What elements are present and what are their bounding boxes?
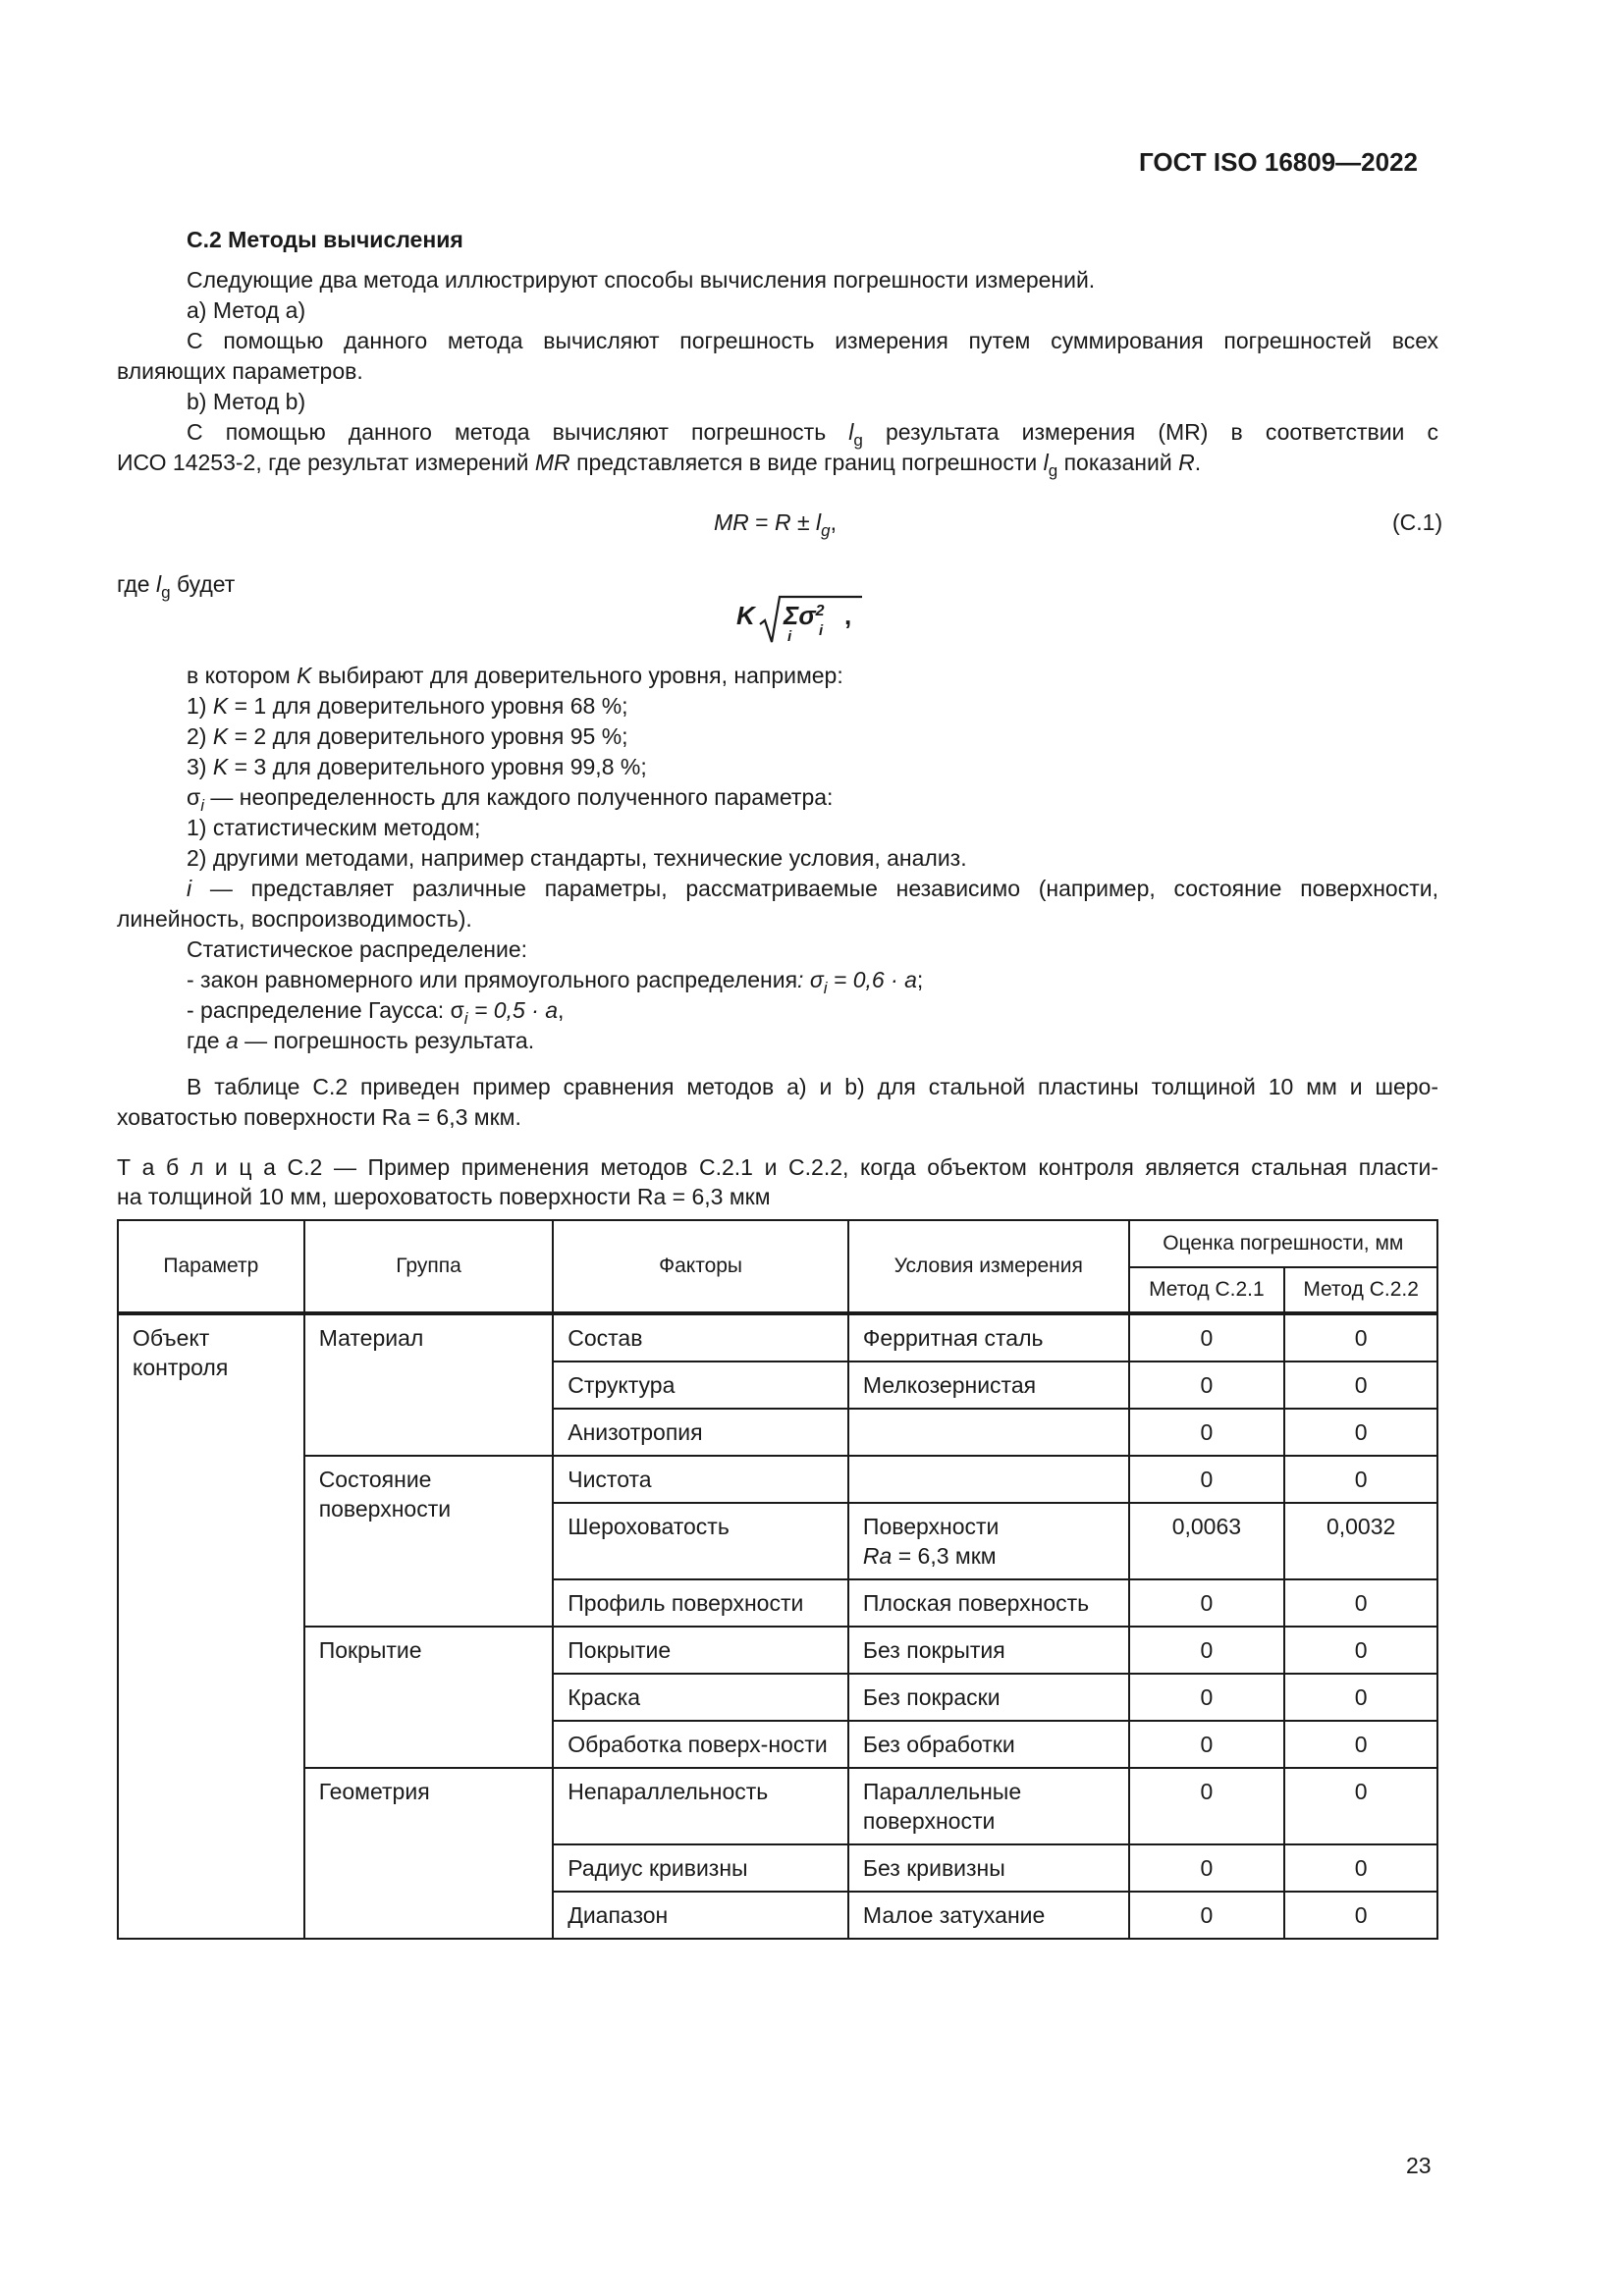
factor-cell: Чистота xyxy=(553,1456,848,1503)
method-b-text-line1 xyxy=(187,417,1438,450)
method2-cell: 0 xyxy=(1284,1627,1437,1674)
method-a-text-line2: влияющих параметров. xyxy=(117,358,363,384)
document-id: ГОСТ ISO 16809—2022 xyxy=(1139,147,1419,177)
group-cell: Покрытие xyxy=(304,1627,554,1768)
method2-cell: 0 xyxy=(1284,1313,1437,1362)
method-b-text-line2: ИСО 14253-2, где результат измерений MR представляется в виде границ погрешности $l_g$ показаний R. xyxy=(117,450,1202,480)
method1-cell: 0 xyxy=(1129,1844,1285,1892)
comparison-line2: ховатостью поверхности Ra = 6,3 мкм. xyxy=(117,1104,521,1130)
sigma-definition: $\sigma_i$ — неопределенность для каждого полученного параметра: xyxy=(187,784,834,815)
factor-cell: Состав xyxy=(553,1313,848,1362)
condition-cell: Малое затухание xyxy=(848,1892,1129,1939)
method2-cell: 0 xyxy=(1284,1362,1437,1409)
distribution-uniform: - закон равномерного или прямоугольного распределения: $\sigma_i = 0,6 \cdot a$; xyxy=(187,967,924,997)
list-item: 2) K = 2 для доверительного уровня 95 %; xyxy=(187,723,628,749)
table-caption-label: Т а б л и ц а xyxy=(117,1154,276,1180)
method1-cell: 0 xyxy=(1129,1313,1285,1362)
group-cell: Состояние поверхности xyxy=(304,1456,554,1627)
list-item: 2) другими методами, например стандарты, технические условия, анализ. xyxy=(187,845,967,871)
method2-cell: 0,0032 xyxy=(1284,1503,1437,1579)
condition-cell: Поверхности Ra = 6,3 мкм xyxy=(848,1503,1129,1579)
factor-cell: Шероховатость xyxy=(553,1503,848,1579)
method-a-text-line1: С помощью данного метода вычисляют погрешность измерения путем суммирования погрешностей всех xyxy=(187,328,1438,353)
formula-c1: MR = $R \pm l_g$, xyxy=(714,509,838,540)
header-estimate: Оценка погрешности, мм xyxy=(1129,1220,1437,1267)
distribution-gauss: - распределение Гаусса: $\sigma_i = 0,5 \cdot a$, xyxy=(187,997,565,1028)
condition-cell: Ферритная сталь xyxy=(848,1313,1129,1362)
k-intro: в котором K выбирают для доверительного уровня, например: xyxy=(187,663,843,688)
factor-cell: Непараллельность xyxy=(553,1768,848,1844)
list-item: 1) статистическим методом; xyxy=(187,815,481,840)
method2-cell: 0 xyxy=(1284,1768,1437,1844)
condition-cell: Без покраски xyxy=(848,1674,1129,1721)
section-title: С.2 Методы вычисления xyxy=(187,227,463,252)
param-cell: Объект контроля xyxy=(118,1313,304,1939)
method1-cell: 0 xyxy=(1129,1674,1285,1721)
table-row xyxy=(118,1456,1437,1503)
method-b-label: b) Метод b) xyxy=(187,389,306,414)
condition-cell: Параллельные поверхности xyxy=(848,1768,1129,1844)
method-a-label: a) Метод a) xyxy=(187,297,306,323)
method1-cell: 0 xyxy=(1129,1409,1285,1456)
table-caption-line1: Т а б л и ц а C.2 — Пример применения методов С.2.1 и С.2.2, когда объектом контроля является стальная пласти- xyxy=(117,1154,1439,1180)
formula-number: (C.1) xyxy=(1392,509,1443,535)
method-b-text-b: результата измерения (MR) в соответствии с xyxy=(885,419,1438,445)
factor-cell: Радиус кривизны xyxy=(553,1844,848,1892)
formula-where: где $l_g$ будет xyxy=(117,571,236,602)
table-row xyxy=(118,1768,1437,1844)
method1-cell: 0,0063 xyxy=(1129,1503,1285,1579)
lg-symbol: $l_g$ xyxy=(848,419,863,450)
page-number: 23 xyxy=(1406,2153,1432,2178)
comparison-table xyxy=(117,1219,1438,1940)
table-row xyxy=(118,1313,1437,1362)
header-group: Группа xyxy=(304,1220,554,1313)
intro-text: Следующие два метода иллюстрируют способы вычисления погрешности измерений. xyxy=(187,267,1096,293)
method2-cell: 0 xyxy=(1284,1721,1437,1768)
factor-cell: Анизотропия xyxy=(553,1409,848,1456)
i-definition-line1: i — представляет различные параметры, рассматриваемые независимо (например, состояние поверхности, xyxy=(187,876,1438,901)
header-method-1: Метод C.2.1 xyxy=(1129,1267,1285,1313)
method2-cell: 0 xyxy=(1284,1892,1437,1939)
factor-cell: Обработка поверх-ности xyxy=(553,1721,848,1768)
factor-cell: Краска xyxy=(553,1674,848,1721)
group-cell: Геометрия xyxy=(304,1768,554,1939)
condition-cell: Без кривизны xyxy=(848,1844,1129,1892)
condition-cell: Плоская поверхность xyxy=(848,1579,1129,1627)
table-caption-line2: на толщиной 10 мм, шероховатость поверхности Ra = 6,3 мкм xyxy=(117,1184,771,1209)
factor-cell: Диапазон xyxy=(553,1892,848,1939)
condition-cell xyxy=(848,1409,1129,1456)
formula-k-sqrt: K $\Sigma\sigma^2$ i i , xyxy=(736,591,874,646)
method2-cell: 0 xyxy=(1284,1579,1437,1627)
table-row xyxy=(118,1627,1437,1674)
condition-cell: Без покрытия xyxy=(848,1627,1129,1674)
group-cell: Материал xyxy=(304,1313,554,1456)
method2-cell: 0 xyxy=(1284,1844,1437,1892)
factor-cell: Профиль поверхности xyxy=(553,1579,848,1627)
method2-cell: 0 xyxy=(1284,1456,1437,1503)
method1-cell: 0 xyxy=(1129,1456,1285,1503)
method1-cell: 0 xyxy=(1129,1579,1285,1627)
comparison-line1: В таблице C.2 приведен пример сравнения методов a) и b) для стальной пластины толщиной 10 мм и шеро- xyxy=(187,1074,1438,1099)
where-a: где a — погрешность результата. xyxy=(187,1028,535,1053)
method1-cell: 0 xyxy=(1129,1768,1285,1844)
method-b-text-a: С помощью данного метода вычисляют погрешность xyxy=(187,419,827,445)
method1-cell: 0 xyxy=(1129,1627,1285,1674)
condition-cell: Без обработки xyxy=(848,1721,1129,1768)
header-factors: Факторы xyxy=(553,1220,848,1313)
list-item: 3) K = 3 для доверительного уровня 99,8 %; xyxy=(187,754,647,779)
factor-cell: Покрытие xyxy=(553,1627,848,1674)
table-header-row xyxy=(118,1220,1437,1267)
stat-distribution-title: Статистическое распределение: xyxy=(187,936,528,962)
header-method-2: Метод C.2.2 xyxy=(1284,1267,1437,1313)
list-item: 1) K = 1 для доверительного уровня 68 %; xyxy=(187,693,628,719)
i-definition-line2: линейность, воспроизводимость). xyxy=(117,906,472,932)
method1-cell: 0 xyxy=(1129,1892,1285,1939)
factor-cell: Структура xyxy=(553,1362,848,1409)
condition-cell xyxy=(848,1456,1129,1503)
method2-cell: 0 xyxy=(1284,1409,1437,1456)
condition-cell: Мелкозернистая xyxy=(848,1362,1129,1409)
header-param: Параметр xyxy=(118,1220,304,1313)
method1-cell: 0 xyxy=(1129,1721,1285,1768)
method2-cell: 0 xyxy=(1284,1674,1437,1721)
method1-cell: 0 xyxy=(1129,1362,1285,1409)
header-conditions: Условия измерения xyxy=(848,1220,1129,1313)
